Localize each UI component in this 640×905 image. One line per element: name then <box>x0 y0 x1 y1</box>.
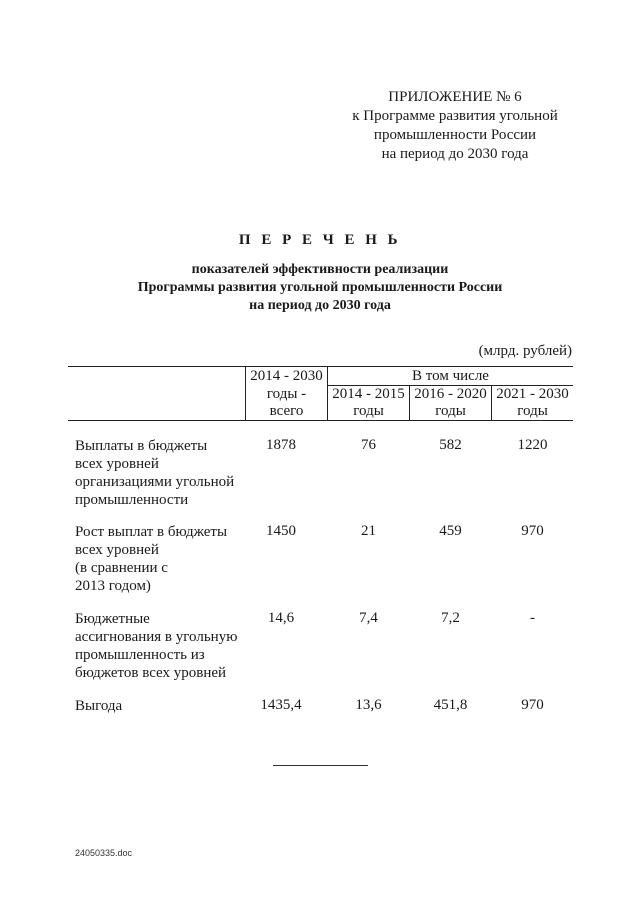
annex-line-4: на период до 2030 года <box>381 146 529 162</box>
row-label-line: промышленность из <box>75 647 205 663</box>
header-total-line-3: всего <box>269 403 304 419</box>
annex-header <box>300 88 610 164</box>
cell-period-3: 1220 <box>517 437 548 453</box>
cell-total: 14,6 <box>267 610 295 626</box>
row-label <box>75 437 255 509</box>
row-label-line: организациями угольной <box>75 474 235 490</box>
document-heading <box>0 232 640 315</box>
cell-total: 1435,4 <box>260 697 302 713</box>
cell-period-2: 582 <box>439 437 462 453</box>
cell-period-2: 459 <box>439 523 462 539</box>
table-header-bottom-rule <box>68 420 573 421</box>
header-period-3-line-2: годы <box>517 403 548 419</box>
document-filename: 24050335.doc <box>75 848 133 858</box>
document-subtitle-2: Программы развития угольной промышленности России <box>137 280 503 295</box>
cell-period-3: 970 <box>521 523 544 539</box>
header-total-line-1: 2014 - 2030 <box>250 368 323 384</box>
row-label <box>75 610 255 682</box>
row-label-line: всех уровней <box>75 542 159 558</box>
header-period-1-line-2: годы <box>353 403 384 419</box>
row-label-line: 2013 годом) <box>75 578 151 594</box>
row-label-line: Бюджетные <box>75 611 150 627</box>
row-label-line: (в сравнении с <box>75 560 168 576</box>
annex-line-2: к Программе развития угольной <box>352 108 558 124</box>
row-label <box>75 697 255 715</box>
cell-period-1: 76 <box>361 437 376 453</box>
header-period-1-line-1: 2014 - 2015 <box>332 386 405 402</box>
row-label-line: всех уровней <box>75 456 159 472</box>
header-including: В том числе <box>412 368 489 384</box>
cell-period-2: 7,2 <box>441 610 460 626</box>
cell-period-1: 13,6 <box>355 697 382 713</box>
row-label-line: Рост выплат в бюджеты <box>75 524 228 540</box>
cell-total: 1878 <box>266 437 296 453</box>
header-period-3-line-1: 2021 - 2030 <box>496 386 569 402</box>
cell-period-1: 7,4 <box>359 610 378 626</box>
header-period-2-line-2: годы <box>435 403 466 419</box>
document-subtitle-1: показателей эффективности реализации <box>191 262 449 277</box>
cell-period-3: - <box>530 610 535 626</box>
cell-period-1: 21 <box>361 523 376 539</box>
annex-line-3: промышленности России <box>373 127 537 143</box>
row-label-line: промышленности <box>75 492 189 508</box>
cell-total: 1450 <box>266 523 296 539</box>
document-subtitle-3: на период до 2030 года <box>249 298 391 313</box>
document-title: П Е Р Е Ч Е Н Ь <box>238 232 402 248</box>
cell-period-2: 451,8 <box>433 697 468 713</box>
row-label-line: бюджетов всех уровней <box>75 665 227 681</box>
table-top-rule <box>68 366 573 367</box>
row-label <box>75 523 255 595</box>
row-label-line: ассигнования в угольную <box>75 629 238 645</box>
row-label-line: Выплаты в бюджеты <box>75 438 208 454</box>
header-total-line-2: годы - <box>266 386 307 402</box>
annex-number: ПРИЛОЖЕНИЕ № 6 <box>388 89 522 105</box>
units-note: (млрд. рублей) <box>478 343 572 359</box>
header-period-2-line-1: 2016 - 2020 <box>414 386 487 402</box>
cell-period-3: 970 <box>521 697 544 713</box>
row-label-line: Выгода <box>75 698 123 714</box>
end-rule <box>273 765 368 766</box>
